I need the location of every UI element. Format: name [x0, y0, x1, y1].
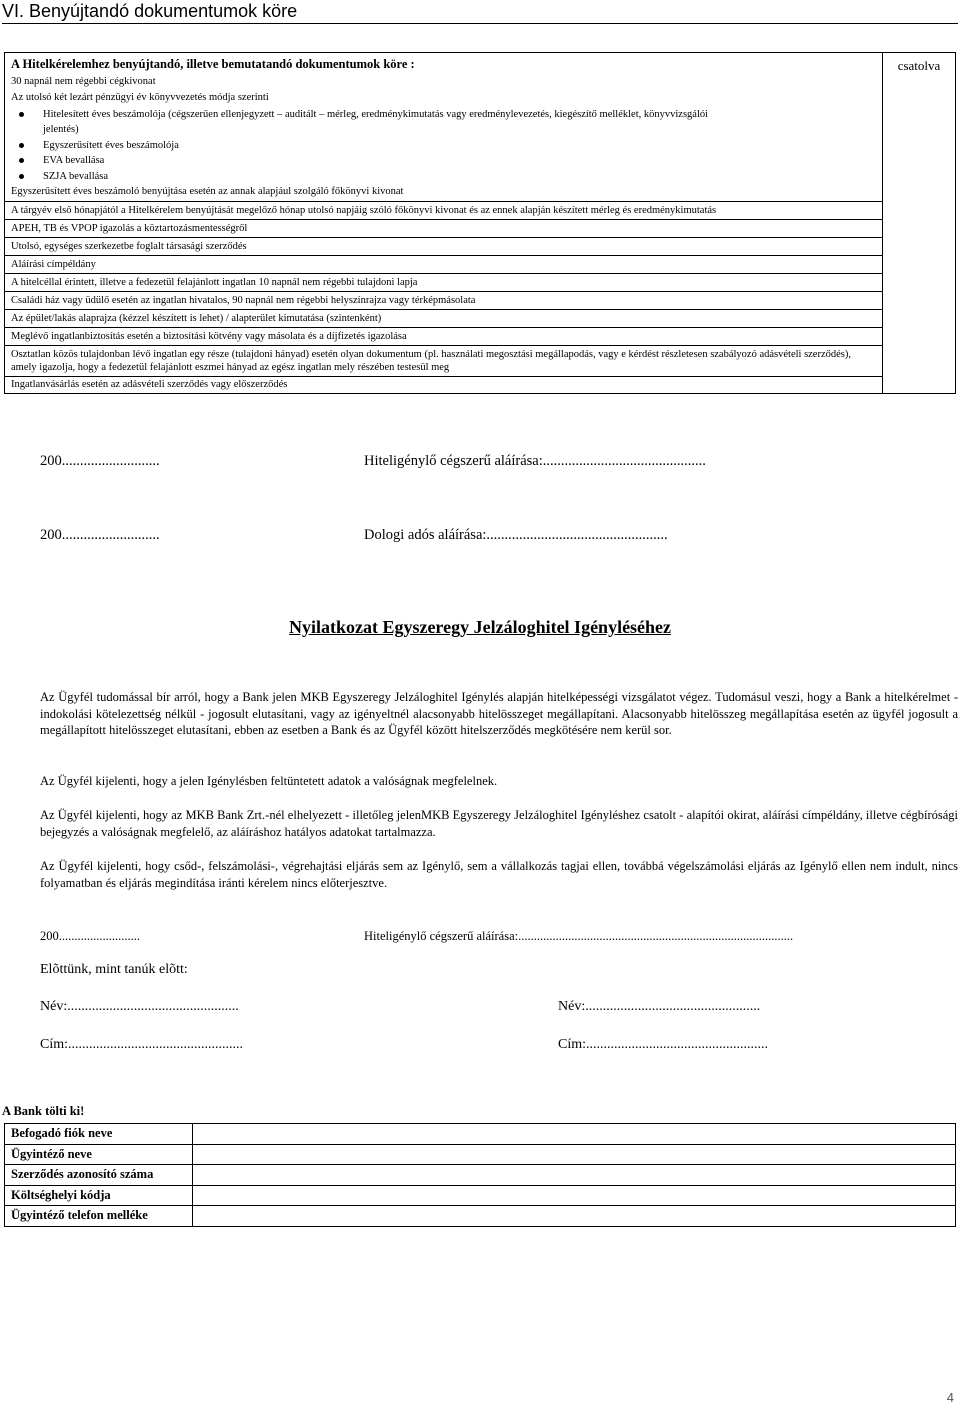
bullet-icon [19, 112, 24, 117]
doc-row: Osztatlan közös tulajdonban lévő ingatlan egy része (tulajdoni hányad) esetén olyan dokumentum (pl. használati megosztási megállapodás, vagy e kérdést részletesen szabályozó adásvételi szerződés), amely igazolja, hogy a fedezetül felajánlott eszmei hányad az egész ingatlan mely részében testesül meg [11, 349, 851, 373]
declaration-applicant-signature[interactable]: Hiteligénylő cégszerű aláírása:........................................................................................ [364, 929, 794, 943]
row-divider [5, 201, 882, 202]
doc-bullet-continuation: jelentés) [43, 124, 79, 135]
row-divider [5, 273, 882, 274]
row-divider [5, 237, 882, 238]
doc-row: Családi ház vagy üdülő esetén az ingatlan hivatalos, 90 napnál nem régebbi helyszínrajza vagy térképmásolata [11, 295, 476, 306]
declaration-paragraph: Az Ügyfél kijelenti, hogy a jelen Igénylésben feltüntetett adatok a valóságnak megfelelnek. [40, 774, 498, 788]
doc-row: Aláírási címpéldány [11, 259, 96, 270]
bank-row [5, 1165, 956, 1186]
doc-row: Utolsó, egységes szerkezetbe foglalt társasági szerződés [11, 241, 247, 252]
row-divider [5, 327, 882, 328]
witnesses-label: Elõttünk, mint tanúk elõtt: [40, 962, 188, 977]
doc-row: Meglévő ingatlanbiztosítás esetén a biztosítási kötvény vagy másolata és a díjfizetés igazolása [11, 331, 407, 342]
date-line-2[interactable]: 200........................... [40, 527, 160, 543]
bank-field-label: Szerződés azonosító száma [5, 1165, 193, 1186]
declaration-title: Nyilatkozat Egyszeregy Jelzáloghitel Igényléséhez [288, 617, 672, 637]
doc-row: A tárgyév első hónapjától a Hitelkérelem benyújtását megelőző hónap utolsó napjáig szóló főkönyvi kivonat és az ennek alapján készített mérleg és eredménykimutatás [11, 205, 717, 216]
bank-row [5, 1185, 956, 1206]
page-number: 4 [946, 1390, 954, 1405]
bank-row [5, 1124, 956, 1145]
declaration-date-line[interactable]: 200.......................... [40, 929, 140, 943]
doc-bullet-item: Hitelesített éves beszámolója (cégszerűen ellenjegyzett – auditált – mérleg, eredménykimutatás vagy eredménylevezetés, kiegészítő melléklet, könyvvizsgálói [43, 108, 876, 121]
doc-bullet-item: Egyszerűsített éves beszámolója [43, 139, 876, 152]
declaration-paragraph: Az Ügyfél tudomással bír arról, hogy a Bank jelen MKB Egyszeregy Jelzáloghitel Igénylés alapján hitelképességi vizsgálatot végez. Tudomásul veszi, hogy a Bank a hitelkérelmet - indokolási kötelezettség nélkül - jogosult elutasítani, vagy az igényeltnél alacsonyabb hitelösszeget megállapítani. Alacsonyabb hitelösszeg megállapítása esetén az ügyfél jogosult a megállapított hitelösszeget elutasítani, ebben az esetben a Bank és az Ügyfél között hitelszerződés megkötésére nem kerül sor. [40, 690, 958, 737]
doc-row: Az épület/lakás alaprajza (kézzel készített is lehet) / alapterület kimutatása (szintenként) [11, 313, 382, 324]
doc-bullet-item: SZJA bevallása [43, 170, 876, 183]
bank-field-label: Ügyintéző neve [5, 1144, 193, 1165]
doc-row: APEH, TB és VPOP igazolás a köztartozásmentességről [11, 223, 248, 234]
documents-table [4, 52, 956, 394]
bank-field-value[interactable] [193, 1124, 956, 1145]
declaration-paragraph: Az Ügyfél kijelenti, hogy csőd-, felszámolási-, végrehajtási eljárás sem az Igénylő, sem a vállalkozás tagjai ellen, továbbá végelszámolási eljárás az Igénylő ellen nem indult, nincs folyamatban és eljárás megindítása iránti kérelem nincs előterjesztve. [40, 859, 958, 890]
bank-field-label: Ügyintéző telefon melléke [5, 1206, 193, 1227]
bank-field-value[interactable] [193, 1206, 956, 1227]
bank-field-value[interactable] [193, 1185, 956, 1206]
bullet-icon [19, 143, 24, 148]
doc-row: A hitelcéllal érintett, illetve a fedezetül felajánlott ingatlan 10 napnál nem régebbi tulajdoni lapja [11, 277, 418, 288]
bank-field-value[interactable] [193, 1144, 956, 1165]
doc-bullet-item: EVA bevallása [43, 154, 876, 167]
witness-1-address[interactable]: Cím:.................................................. [40, 1037, 244, 1052]
row-divider [5, 255, 882, 256]
debtor-signature-line[interactable]: Dologi adós aláírása:.................................................. [364, 527, 668, 543]
doc-line: 30 napnál nem régebbi cégkivonat [11, 76, 156, 87]
bank-table [4, 1123, 956, 1227]
bank-fill-label: A Bank tölti ki! [2, 1104, 85, 1118]
bank-row [5, 1206, 956, 1227]
bank-field-value[interactable] [193, 1165, 956, 1186]
row-divider [5, 345, 882, 346]
doc-row: Egyszerűsített éves beszámoló benyújtása esetén az annak alapjául szolgáló főkönyvi kivonat [11, 186, 404, 197]
row-divider [5, 309, 882, 310]
doc-line: Az utolsó két lezárt pénzügyi év könyvvezetés módja szerinti [11, 92, 269, 103]
date-line-1[interactable]: 200........................... [40, 453, 160, 469]
bank-field-label: Befogadó fiók neve [5, 1124, 193, 1145]
witness-1-name[interactable]: Név:................................................. [40, 999, 239, 1014]
bank-field-label: Költséghelyi kódja [5, 1185, 193, 1206]
attached-label: csatolva [897, 58, 941, 73]
applicant-signature-line[interactable]: Hiteligénylő cégszerű aláírása:............................................. [364, 453, 706, 469]
section-title: VI. Benyújtandó dokumentumok köre [2, 0, 958, 24]
witness-2-address[interactable]: Cím:.................................................... [558, 1037, 769, 1052]
declaration-paragraph: Az Ügyfél kijelenti, hogy az MKB Bank Zrt.-nél elhelyezett - illetőleg jelenMKB Egyszeregy Jelzáloghitel Igényléshez csatolt - alapítói okirat, aláírási címpéldány, illetve cégbírósági bejegyzés a valóságnak megfelelő, az aláíráshoz hatályos adatokat tartalmazza. [40, 808, 958, 839]
row-divider [5, 219, 882, 220]
attached-column [883, 53, 955, 393]
documents-list [5, 53, 883, 393]
doc-row: Ingatlanvásárlás esetén az adásvételi szerződés vagy előszerződés [11, 379, 288, 390]
bank-row [5, 1144, 956, 1165]
bullet-icon [19, 158, 24, 163]
row-divider [5, 376, 882, 377]
bullet-icon [19, 174, 24, 179]
row-divider [5, 291, 882, 292]
documents-header: A Hitelkérelemhez benyújtandó, illetve bemutatandó dokumentumok köre : [11, 57, 415, 71]
witness-2-name[interactable]: Név:.................................................. [558, 999, 761, 1014]
